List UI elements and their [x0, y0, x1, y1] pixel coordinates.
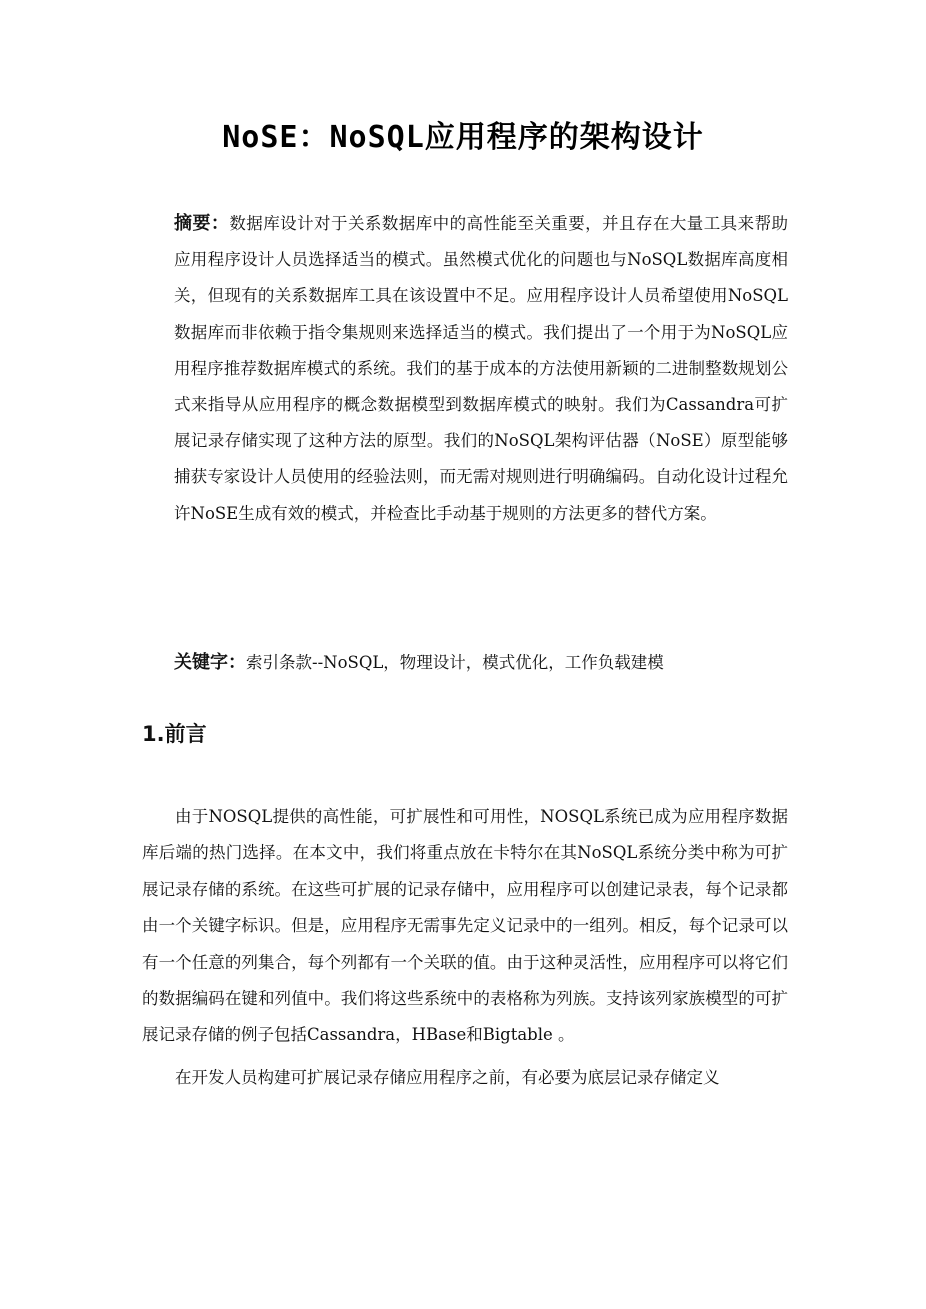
abstract-text: 数据库设计对于关系数据库中的高性能至关重要，并且存在大量工具来帮助应用程序设计人员选择适当的模式。虽然模式优化的问题也与NoSQL数据库高度相关，但现有的关系数据库工具在该设置中不足。应用程序设计人员希望使用NoSQL数据库而非依赖于指令集规则来选择适当的模式。我们提出了一个用于为NoSQL应用程序推荐数据库模式的系统。我们的基于成本的方法使用新颖的二进制整数规划公式来指导从应用程序的概念数据模型到数据库模式的映射。我们为Cassandra可扩展记录存储实现了这种方法的原型。我们的NoSQL架构评估器（NoSE）原型能够捕获专家设计人员使用的经验法则，而无需对规则进行明确编码。自动化设计过程允许NoSE生成有效的模式，并检查比手动基于规则的方法更多的替代方案。 [174, 214, 789, 523]
keywords-label: 关键字： [174, 652, 246, 673]
paper-title: NoSE：NoSQL应用程序的架构设计 [222, 120, 704, 155]
section-heading-introduction: 1.前言 [142, 722, 207, 746]
keywords-text: 索引条款--NoSQL，物理设计，模式优化，工作负载建模 [246, 653, 664, 672]
abstract-paragraph [174, 206, 788, 532]
abstract [174, 206, 788, 532]
body-paragraph: 由于NOSQL提供的高性能，可扩展性和可用性，NOSQL系统已成为应用程序数据库后端的热门选择。在本文中，我们将重点放在卡特尔在其NoSQL系统分类中称为可扩展记录存储的系统。在这些可扩展的记录存储中，应用程序可以创建记录表，每个记录都由一个关键字标识。但是，应用程序无需事先定义记录中的一组列。相反，每个记录可以有一个任意的列集合，每个列都有一个关联的值。由于这种灵活性，应用程序可以将它们的数据编码在键和列值中。我们将这些系统中的表格称为列族。支持该列家族模型的可扩展记录存储的例子包括Cassandra，HBase和Bigtable 。 [142, 807, 788, 1045]
section-body [142, 799, 788, 1096]
body-paragraph: 在开发人员构建可扩展记录存储应用程序之前，有必要为底层记录存储定义 [175, 1067, 720, 1087]
abstract-label: 摘要： [174, 213, 230, 234]
keywords [174, 645, 788, 681]
